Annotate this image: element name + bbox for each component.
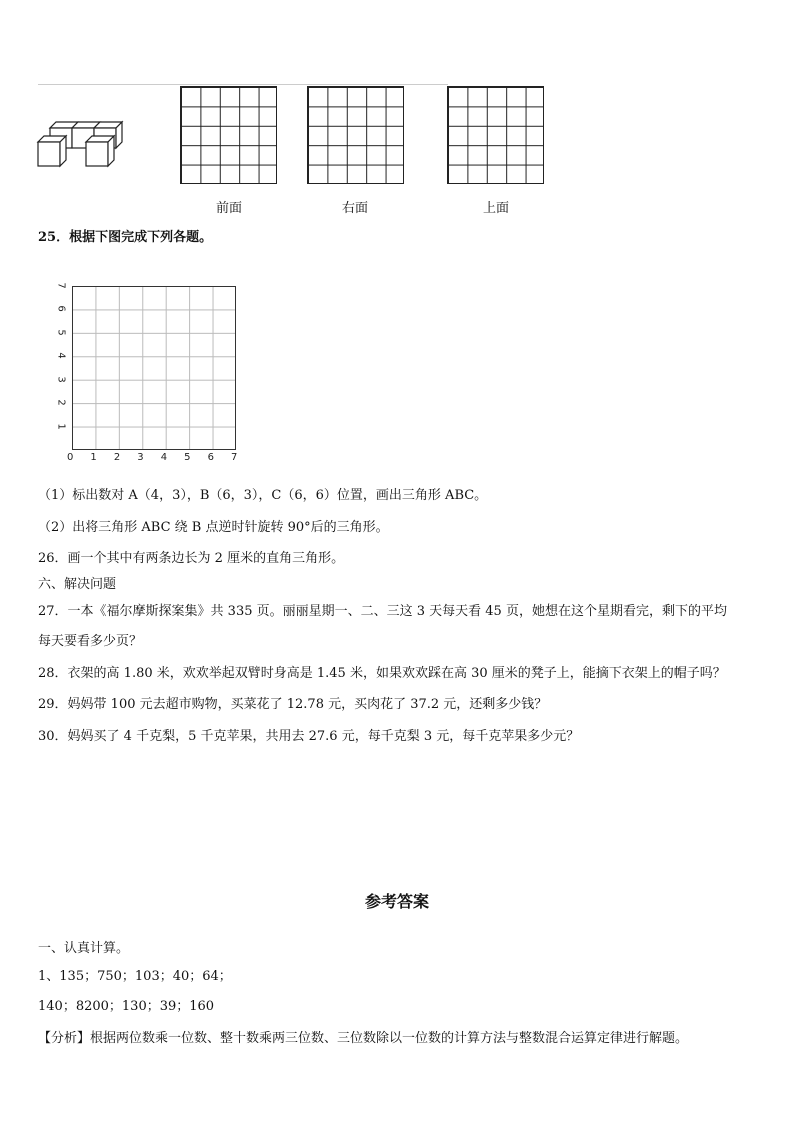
answers-analysis: 【分析】根据两位数乘一位数、整十数乘两三位数、三位数除以一位数的计算方法与整数混合运算定律进行解题。 <box>38 1031 689 1046</box>
y-tick-2: 2 <box>55 399 67 406</box>
front-view-grid[interactable] <box>180 86 277 184</box>
x-tick-1: 1 <box>90 452 97 463</box>
y-tick-4: 4 <box>55 352 67 359</box>
x-tick-7: 7 <box>231 452 238 463</box>
cube-figure <box>36 120 132 172</box>
right-view-grid[interactable] <box>307 86 404 184</box>
coordinate-grid[interactable] <box>72 286 236 450</box>
question-29: 29．妈妈带 100 元去超市购物，买菜花了 12.78 元，买肉花了 37.2 元，还剩多少钱？ <box>38 697 548 712</box>
section-6-title: 六、解决问题 <box>38 577 117 592</box>
question-28: 28．衣架的高 1.80 米，欢欢举起双臂时身高是 1.45 米，如果欢欢踩在高 30 厘米的凳子上，能摘下衣架上的帽子吗？ <box>38 666 726 681</box>
y-tick-1: 1 <box>55 422 67 430</box>
y-tick-5: 5 <box>55 329 67 336</box>
x-tick-3: 3 <box>137 452 144 463</box>
answers-line-2: 140；8200；130；39；160 <box>38 999 215 1014</box>
question-25-part-1: （1）标出数对 A（4，3），B（6，3），C（6，6）位置，画出三角形 ABC。 <box>38 488 488 503</box>
top-view-grid[interactable] <box>447 86 544 184</box>
x-tick-2: 2 <box>113 452 121 463</box>
x-tick-4: 4 <box>160 452 168 463</box>
question-25-part-2: （2）出将三角形 ABC 绕 B 点逆时针旋转 90°后的三角形。 <box>38 520 389 535</box>
y-tick-6: 6 <box>55 305 67 313</box>
question-30: 30．妈妈买了 4 千克梨，5 千克苹果，共用去 27.6 元，每千克梨 3 元，每千克苹果多少元？ <box>38 729 580 744</box>
y-tick-7: 7 <box>55 282 67 289</box>
x-tick-5: 5 <box>184 452 191 463</box>
y-tick-3: 3 <box>55 376 67 383</box>
x-tick-0: 0 <box>67 452 74 463</box>
question-27-line-2: 每天要看多少页？ <box>38 634 143 649</box>
answers-line-1: 1、135；750；103；40；64； <box>38 969 232 984</box>
question-26: 26．画一个其中有两条边长为 2 厘米的直角三角形。 <box>38 551 345 566</box>
answers-section-1: 一、认真计算。 <box>38 941 130 956</box>
x-tick-6: 6 <box>207 452 214 463</box>
front-view-label: 前面 <box>215 201 242 216</box>
top-view-label: 上面 <box>482 201 509 216</box>
question-25-title: 25．根据下图完成下列各题。 <box>38 230 213 245</box>
question-27-line-1: 27．一本《福尔摩斯探案集》共 335 页。丽丽星期一、二、三这 3 天每天看 45 页，她想在这个星期看完，剩下的平均 <box>38 604 727 619</box>
right-view-label: 右面 <box>341 201 368 216</box>
answers-heading: 参考答案 <box>364 892 429 911</box>
top-divider <box>38 84 448 85</box>
